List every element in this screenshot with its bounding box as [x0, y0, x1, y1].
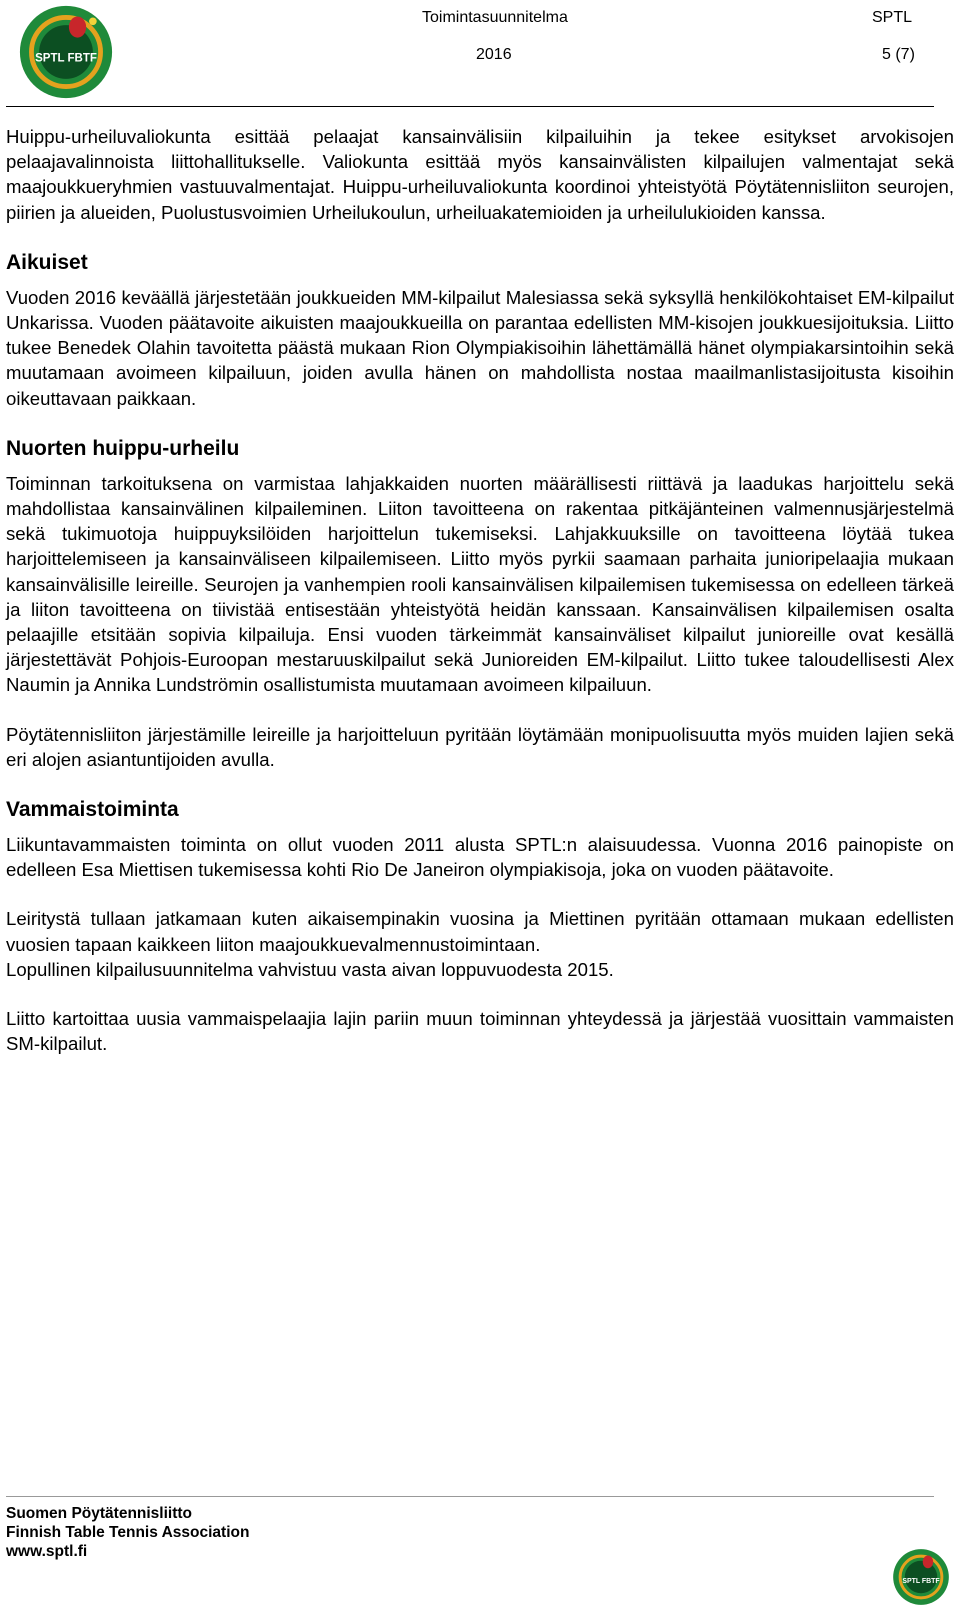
- footer: [6, 1504, 249, 1561]
- section-heading-nuorten: Nuorten huippu-urheilu: [6, 436, 240, 460]
- aikuiset-paragraph: Vuoden 2016 keväällä järjestetään joukkueiden MM-kilpailut Malesiassa sekä syksyllä henkilökohtaiset EM-kilpailut Unkarissa. Vuoden päätavoite aikuisten maajoukkueilla on parantaa edellisten MM-kisojen joukkuesijoituksia. Liitto tukee Benedek Olahin tavoitetta päästä mukaan Rion Olympiakisoihin lähettämällä hänet olympiakarsintoihin sekä muutamaan avoimeen kilpailuun, joiden avulla hänen on mahdollista nostaa maailmanlistasijoitusta kisoihin oikeuttavaan paikkaan.: [6, 286, 954, 409]
- footer-divider: [6, 1496, 934, 1497]
- footer-org-fi: Suomen Pöytätennisliitto: [6, 1505, 193, 1522]
- section-heading-vammais: Vammaistoiminta: [6, 798, 179, 822]
- document-body: [6, 124, 954, 1080]
- logo-text-small: SPTL FBTF: [902, 1577, 940, 1585]
- document-year: 2016: [476, 46, 512, 63]
- sptl-logo-small: [892, 1548, 950, 1606]
- vammais-paragraph-2: Leiritystä tullaan jatkamaan kuten aikaisempinakin vuosina ja Miettinen pyritään ottamaan mukaan edellisten vuosien tapaan kaikkeen liiton maajoukkuevalmennustoimintaan.: [6, 908, 954, 955]
- section-heading-aikuiset: Aikuiset: [6, 250, 88, 274]
- vammais-paragraph-4: Liitto kartoittaa uusia vammaispelaajia lajin pariin muun toiminnan yhteydessä ja järjestää vuosittain vammaisten SM-kilpailut.: [6, 1008, 954, 1055]
- logo-text: SPTL FBTF: [35, 52, 97, 65]
- vammais-paragraph-1: Liikuntavammaisten toiminta on ollut vuoden 2011 alusta SPTL:n alaisuudessa. Vuonna 2016 painopiste on edelleen Esa Miettisen tukemisessa kohti Rio De Janeiron olympiakisoja, joka on vuoden päätavoite.: [6, 834, 954, 881]
- vammais-paragraph-3: Lopullinen kilpailusuunnitelma vahvistuu vasta aivan loppuvuodesta 2015.: [6, 958, 614, 980]
- page-number: 5 (7): [882, 46, 915, 63]
- intro-paragraph: Huippu-urheiluvaliokunta esittää pelaajat kansainvälisiin kilpailuihin ja tekee esitykset arvokisojen pelaajavalinnoista liittohallitukselle. Valiokunta esittää myös kansainvälisten kilpailujen valmentajat sekä maajoukkueryhmien vastuuvalmentajat. Huippu-urheiluvaliokunta koordinoi yhteistyötä Pöytätennisliiton seurojen, piirien ja alueiden, Puolustusvoimien Urheilukoulun, urheiluakatemioiden ja urheilulukioiden kanssa.: [6, 126, 954, 223]
- nuorten-paragraph-1: Toiminnan tarkoituksena on varmistaa lahjakkaiden nuorten määrällisesti riittävä ja laadukas harjoittelu sekä mahdollistaa kansainvälinen kilpaileminen. Liiton tavoitteena on rakentaa pitkäjänteinen valmennusjärjestelmä sekä tukimuotoja huippuyksilöiden harjoittelun tukemiseksi. Lahjakkuuksille on tavoitteena löytää tukea harjoittelemiseen ja kansainväliseen kilpailemiseen. Liitto myös pyrkii saamaan parhaita junioripelaajia mukaan kansainvälisille leireille. Seurojen ja vanhempien rooli kansainvälisen kilpailemisen tukemisessa on edelleen tärkeä ja liiton tavoitteena on tiivistää entisestään yhteistyötä heidän kanssaan. Kansainvälisen kilpailemisen osalta pelaajille etsitään sopivia kilpailuja. Ensi vuoden tärkeimmät kansainväliset kilpailut junioreille ovat kesällä järjestettävät Pohjois-Euroopan mestaruuskilpailut sekä Junioreiden EM-kilpailut. Liitto tukee taloudellisesti Alex Naumin ja Annika Lundströmin osallistumista muutamaan avoimeen kilpailuun.: [6, 472, 954, 696]
- footer-website: www.sptl.fi: [6, 1543, 88, 1560]
- document-title: Toimintasuunnitelma: [422, 9, 568, 26]
- header-divider: [6, 106, 934, 107]
- organization-abbr: SPTL: [872, 9, 913, 26]
- footer-org-en: Finnish Table Tennis Association: [6, 1524, 250, 1541]
- sptl-logo: [18, 4, 114, 100]
- nuorten-paragraph-2: Pöytätennisliiton järjestämille leireille ja harjoitteluun pyritään löytämään monipuolisuutta myös muiden lajien sekä eri alojen asiantuntijoiden avulla.: [6, 723, 954, 770]
